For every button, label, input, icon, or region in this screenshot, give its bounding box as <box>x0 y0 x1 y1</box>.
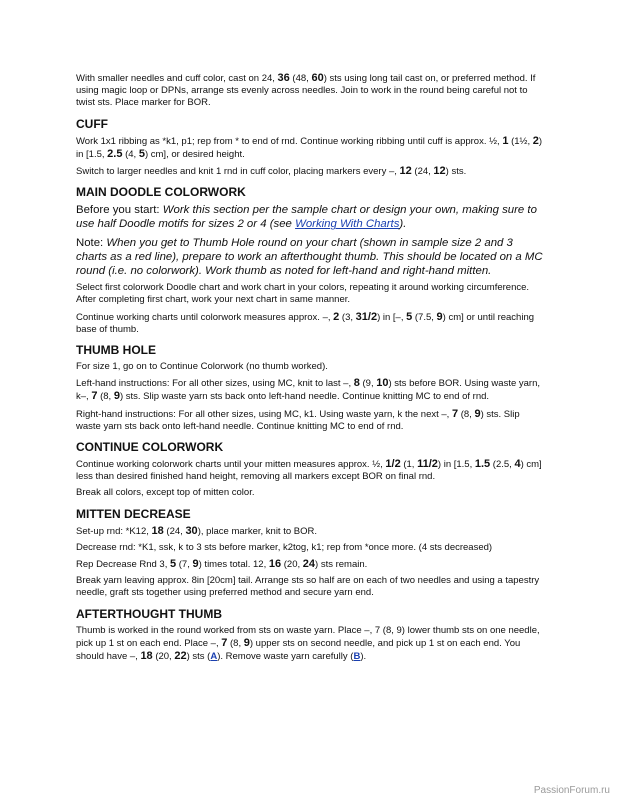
cuff-paragraph-1: Work 1x1 ribbing as *k1, p1; rep from * to end of rnd. Continue working ribbing until cuff is approx. ½, 1 (1½, 2) in [1.5, 2.5 (4, 5) cm], or desired height. <box>76 134 543 160</box>
before-you-start-note: Before you start: Work this section per the sample chart or design your own, making sure to use half Doodle motifs for sizes 2 or 4 (see Working With Charts). <box>76 204 537 231</box>
thumb-hole-paragraph-1: For size 1, go on to Continue Colorwork (no thumb worked). <box>76 361 328 373</box>
main-paragraph-1: Select first colorwork Doodle chart and work chart in your colors, repeating it around working circumference. After completing first chart, work your next chart in same manner. <box>76 282 530 306</box>
continue-colorwork-heading: CONTINUE COLORWORK <box>76 440 224 455</box>
setup-round: Set-up rnd: *K12, 18 (24, 30), place marker, knit to BOR. <box>76 524 318 537</box>
thumb-hole-note: Note: When you get to Thumb Hole round on your chart (shown in sample size 2 and 3 charts as a red line), prepare to work an afterthought thumb. This should be located on a MC round (i.e. no colorwork). Work thumb as noted for left-hand and right-hand mitten. <box>76 236 543 278</box>
right-hand-instructions: Right-hand instructions: For all other sizes, using MC, k1. Using waste yarn, k the next –, 7 (8, 9) sts. Slip waste yarn sts back onto left-hand needle. Continue knitting MC to end of rnd. <box>76 407 520 432</box>
afterthought-paragraph: Thumb is worked in the round worked from sts on waste yarn. Place –, 7 (8, 9) lower thumb sts on one needle, pick up 1 st on each end. Place –, 7 (8, 9) upper sts on second needle, and pick up 1 st on each end. You should have –, 18 (20, 22) sts (A). Remove waste yarn carefully (B). <box>76 624 540 663</box>
afterthought-thumb-heading: AFTERTHOUGHT THUMB <box>76 606 222 621</box>
photo-b-link[interactable]: B <box>353 651 361 663</box>
pattern-page <box>76 72 546 667</box>
intro-paragraph: With smaller needles and cuff color, cast on 24, 36 (48, 60) sts using long tail cast on, or preferred method. If using magic loop or DPNs, arrange sts evenly across needles. Join to work in the round being careful not to twist sts. Place marker for BOR. <box>76 72 536 109</box>
working-with-charts-link[interactable]: Working With Charts <box>295 218 400 231</box>
repeat-decrease: Rep Decrease Rnd 3, 5 (7, 9) times total. 12, 16 (20, 24) sts remain. <box>76 558 368 571</box>
main-paragraph-2: Continue working charts until colorwork measures approx. –, 2 (3, 31/2) in [–, 5 (7.5, 9) cm] or until reaching base of thumb. <box>76 310 535 335</box>
thumb-hole-heading: THUMB HOLE <box>76 343 156 358</box>
cuff-paragraph-2: Switch to larger needles and knit 1 rnd in cuff color, placing markers every –, 12 (24, 12) sts. <box>76 165 467 178</box>
left-hand-instructions: Left-hand instructions: For all other sizes, using MC, knit to last –, 8 (9, 10) sts before BOR. Using waste yarn, k–, 7 (8, 9) sts. Slip waste yarn sts back onto left-hand needle. Continue knitting MC to end of rnd. <box>76 377 541 403</box>
photo-a-link[interactable]: A <box>210 651 218 663</box>
cuff-heading: CUFF <box>76 116 108 131</box>
break-yarn-paragraph: Break yarn leaving approx. 8in [20cm] tail. Arrange sts so half are on each of two needles and using a tapestry needle, graft sts together using preferred method and secure yarn end. <box>76 575 540 599</box>
main-colorwork-heading: MAIN DOODLE COLORWORK <box>76 185 246 200</box>
continue-paragraph-2: Break all colors, except top of mitten color. <box>76 487 255 499</box>
mitten-decrease-heading: MITTEN DECREASE <box>76 506 191 521</box>
site-watermark: PassionForum.ru <box>533 785 610 796</box>
continue-paragraph-1: Continue working colorwork charts until your mitten measures approx. ½, 1/2 (1, 11/2) in [1.5, 1.5 (2.5, 4) cm] less than desired finished hand height, removing all markers except BOR on final rnd. <box>76 458 542 483</box>
decrease-round: Decrease rnd: *K1, ssk, k to 3 sts before marker, k2tog, k1; rep from *once more. (4 sts decreased) <box>76 541 493 553</box>
